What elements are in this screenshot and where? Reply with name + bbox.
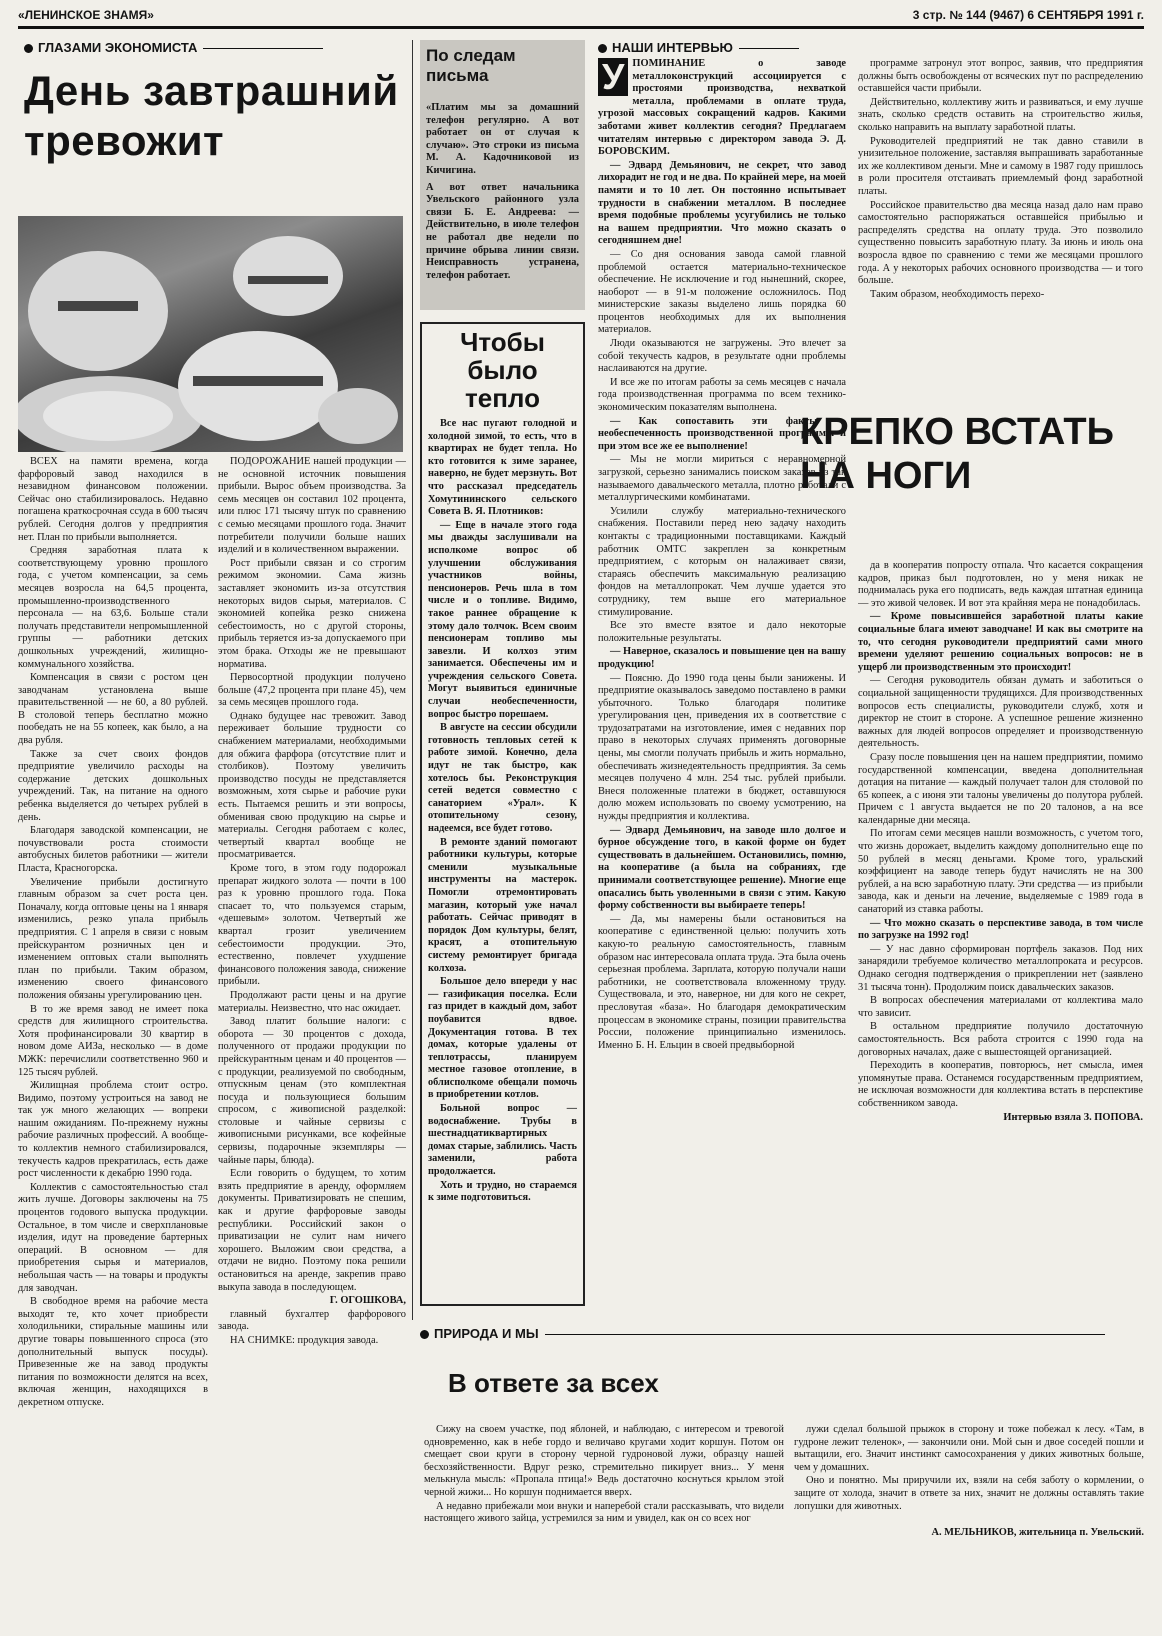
newspaper-header [18,8,1144,29]
paragraph: программе затронул этот вопрос, заявив, что предприятия должны быть освобождены от всяческих пут по распределению оставшейся части прибыли. [858,58,1143,95]
paragraph: лужи сделал большой прыжок в сторону и тоже побежал к лесу. «Там, в гудроне лежит теленок», — закончили они. Мой сын и двое соседей пошли и вытащили, его. Значит инстинкт самосохранения у диких животных больше, чем у домашних. [794,1424,1144,1473]
article1-column-2 [218,456,406,1636]
rubric-economist: ГЛАЗАМИ ЭКОНОМИСТА [24,40,404,55]
author-signature: Г. ОГОШКОВА, [329,1295,406,1307]
paragraph: Российское правительство два месяца назад дало нам право самостоятельно распоряжаться оставшейся прибылью и распределять средства на оплату труда. Это позволило существенно повысить заработную плату. За июнь и июль она возросла вдвое по сравнению с теми же месяцами прошлого года. А у некоторых рабочих основного производства — и того больше. [858,199,1143,287]
paragraph: В ремонте зданий помогают работники культуры, которые сменили музыкальные инструменты на мастерок. Помогли отремонтировать магазин, который уже начал работать. Сейчас приводят в порядок Дом культуры, белят, красят, а отопительную систему ремонтирует бригада колхоза. [428,836,577,974]
interview-column-2-bottom [858,560,1143,1320]
warm-title: Чтобы было тепло [460,327,545,413]
nature-signature: А. МЕЛЬНИКОВ, жительница п. Увельский. [931,1527,1144,1539]
rubric-nature: ПРИРОДА И МЫ [420,1326,1145,1341]
interview-intro: ПОМИНАНИЕ о заводе металлоконструкций ассоциируется с простоями производства, нехваткой металла, проблемами в оплате труда, угрозой массовых сокращений кадров. Какими заботами живет коллектив сегодня? Предлагаем читателям интервью с директором завода Э. Д. БОРОВСКИМ. [598,58,846,158]
paragraph: — Эдвард Демьянович, не секрет, что завод лихорадит не год и не два. По крайней мере, на моей памяти и то 10 лет. Он постоянно испытывает трудности в снабжении металлом. В последнее время подобные проблемы усугубились не только на вашем предприятии. Что можно сказать о сегодняшнем дне! [598,159,846,247]
letter-quote: «Платим мы за домашний телефон регулярно. А вот работает он от случая к случаю». Это строки из письма М. А. Кадочниковой из Кичигина. [426,102,579,176]
paragraph: И все же по итогам работы за семь месяцев с начала года производственная программа по всем технико-экономическим показателям выполнена. [598,376,846,414]
paragraph: Таким образом, необходимость перехо- [870,288,1045,300]
paragraph: Действительно, коллективу жить и развиваться, и ему лучше знать, сколько средств оставить на строительство жилья, сколько направить на выплату заработной платы. [858,96,1143,133]
article-title-economist: День завтрашний тревожит [24,67,399,164]
paragraph: — Со дня основания завода самой главной проблемой остается материально-техническое обеспечение. Не исключение и год нынешний, скорее, наоборот — в 91-м положение осложнилось. Под министерские заказы выделено лишь порядка 60 процентов необходимых для их выполнения материалов. [598,248,846,336]
porcelain-photo [18,216,403,452]
paragraph: Все это вместе взятое и дало некоторые положительные результаты. [598,620,846,644]
paragraph: Больной вопрос — водоснабжение. Трубы в шестнадцатиквартирных домах старые, заблились. Часть заменили, работа продолжается. [428,1103,577,1178]
paragraph: — У нас давно сформирован портфель заказов. Под них занарядили требуемое количество металлопроката и ресурсов. Однако сегодня подтверждения о прикреплении нет (заявлено 31 тысяча тонн). Продолжим поиск давальческих заказов. [858,943,1143,993]
paragraph: По итогам семи месяцев нашли возможность, с учетом того, что жизнь дорожает, выделить каждому дополнительно еще по 50 рублей в месяц деньгами. Кроме того, уральский коэффициент на заводе теперь будут начислять не на 300 рублей, а на всю заработную плату. Эти средства — из прибыли завода, как и деньги на лечение, выделяемые с 1989 года в санаторий из ставка работы. [858,828,1143,916]
interview-column-2-top [858,58,1143,398]
issue-info: 3 стр. № 144 (9467) 6 СЕНТЯБРЯ 1991 г. [912,8,1144,22]
paragraph: Все нас пугают голодной и холодной зимой, то есть, что в квартирах не будет тепла. Но кто готовится к зиме заранее, наверно, не будет мерзнуть. Вот что рассказал председатель Хомутининского сельского Совета В. Я. Плотников: [428,418,577,518]
paragraph: Жилищная проблема стоит остро. Видимо, поэтому устроиться на завод не так уж много желающих — вопреки нашим ожиданиям. По-прежнему нужны рабочие различных профессий. А вообще-то коллектив немного стабилизировался, текучесть кадров прекратилась, есть даже рост численности к декабрю 1990 года. [18,1080,208,1180]
paragraph: — Наверное, сказалось и повышение цен на вашу продукцию! [598,646,846,670]
nature-title: В ответе за всех [448,1368,659,1398]
paragraph: А недавно прибежали мои внуки и наперебой стали рассказывать, что видели настоящего живого зайца, устремился за ним и увидел, как он со всех ног [424,1500,784,1525]
paragraph: В то же время завод не имеет пока средств для жилищного строительства. Хотя профинансировали 30 квартир в новом доме АИЗа, несколько — в доме МЖК: перечислили соответственно 960 и 125 тысяч рублей. [18,1003,208,1078]
newspaper-name: «ЛЕНИНСКОЕ ЗНАМЯ» [18,8,154,22]
paragraph: — Кроме повысившейся заработной платы какие социальные блага имеют заводчане! И как вы смотрите на то, что сегодня руководители предприятий сами много времени уделяют решению социальных вопросов: не в ущерб ли производственным это происходит! [858,611,1143,673]
paragraph: — Мы не могли мириться с неравномерной загрузкой, серьезно занимались поиском заказов из так называемого давальческого металла, плотно работали с металлургическими комбинатами. [598,454,846,504]
warm-box [420,322,585,1306]
paragraph: да в кооператив попросту отпала. Что касается сокращения кадров, приказ был подготовлен, но у меня никак не поднималась рука его подписать, ведь каждая штатная единица — это живой человек. И вот эта крайняя мера не понадобилась. [858,560,1143,609]
paragraph: Завод платит большие налоги: с оборота — 30 процентов с дохода, полученного от продажи продукции по прейскурантным ценам и 40 процентов — с продукции, реализуемой по свободным, отпускным ценам (это комплектная посуда и пользующиеся большим спросом, с живописной разделкой: столовые и чайные сервизы с живописными рисунками, все кофейные сервизы, подарочные экземпляры — чайные пары, блюда). [218,1016,406,1166]
paragraph: ПОДОРОЖАНИЕ нашей продукции — не основной источник повышения прибыли. Вырос объем производства. За семь месяцев он составил 102 процента, или плюс 171 тысячу штук по сравнению с семью месяцами прошлого года. Значит потребители получили больше наших изделий и в количественном выражении. [218,456,406,556]
paragraph: Первосортной продукции получено больше (47,2 процента при плане 45), чем за семь месяцев прошлого года. [218,672,406,709]
paragraph: Оно и понятно. Мы приручили их, взяли на себя заботу о кормлении, о защите от холода, значит в ответе за них, значит не должны оставлять такие лопушки для животных. [794,1475,1144,1512]
interview-headline [790,410,1140,498]
paragraph: Увеличение прибыли достигнуто главным образом за счет роста цен. Поначалу, когда оптовые цены на 1 января изменились, резко упала прибыль предприятия. С 1 апреля в связи с новым прейскурантом розничных цен и изменением оптовых стали выполнять план по прибыли. Таким образом, изменению своего финансового положения обязаны урегулированию цен. [18,876,208,1001]
warm-body [428,418,577,1206]
paragraph: Люди оказываются не загружены. Это влечет за собой текучесть кадров, в результате одни проблемы наслаиваются на другие. [598,338,846,375]
nature-column-1 [424,1424,784,1632]
rubric-interview: НАШИ ИНТЕРВЬЮ [598,40,848,55]
paragraph: Средняя заработная плата к соответствующему уровню прошлого года, с учетом компенсации, за семь месяцев возросла на 64,5 процента, промышленно-производственного персонала — на 63,6. Больше стали получать представители непромышленной группы — работники детских дошкольных учреждений, жилищно-коммунального хозяйства. [18,545,208,670]
nature-column-2 [794,1424,1144,1632]
paragraph: Сразу после повышения цен на нашем предприятии, помимо государственной компенсации, введена дополнительная дотация на питание — каждый получает талон для столовой по 65 копеек, а с июня эти талоны увеличены до полутора рублей. Причем с 1 августа выдается не по 20 талонов, а на все календарные дни месяца. [858,751,1143,826]
article1-column-1 [18,456,208,1636]
paragraph: Хоть и трудно, но стараемся к зиме подготовиться. [428,1179,577,1204]
teapot-illustration [18,216,403,452]
paragraph: Однако будущее нас тревожит. Завод переживает большие трудности со снабжением материалами, необходимыми для обжига фарфора (отсутствие плит и столбиков). Поэтому увеличить производство посуды не представляется возможным, хотя сырье и рабочие руки есть. Пытаемся решить и эти вопросы, обменивая свою продукцию на сырье и материалы. Сегодня работаем с колес, четвертый квартал вообще не просматривается. [218,710,406,861]
letter-title: По следам письма [426,46,516,85]
paragraph: — Поясню. До 1990 года цены были занижены. И предприятие оказывалось заведомо поставлено в рамки убыточного. Только благодаря политике урегулирования цен, приведения их в соответствие с трудозатратами на изготовление, имея с недавних пор право в некоторых случаях применять договорные цены, мы смогли получать прибыль и жить нормально, обеспечивать жизнедеятельность предприятия. За семь месяцев получено 4 млн. 254 тыс. рублей прибыли. Внеся положенные платежи в бюджет, оставшуюся долю можем использовать по своему усмотрению, на нужды предприятия и коллектива. [598,672,846,823]
interview-column-1 [598,58,846,1308]
bullet-icon [24,44,33,53]
paragraph: В августе на сессии обсудили готовность тепловых сетей к работе зимой. Конечно, дела идут не так быстро, как хотелось бы. Реконструкция сетей ведется совместно с санаторием «Урал». К отопительному сезону, надеемся, все будет готово. [428,722,577,834]
letter-box [420,40,585,310]
bullet-icon [598,44,607,53]
paragraph: В свободное время на рабочие места выходят те, кто хочет приобрести холодильники, стиральные машины или другие товары повышенного спроса (это дополнительный выпуск посуды). Привезенные же на завод продукты питания по возможности делятся на всех, включая женщин, находящихся в декретном отпуске. [18,1296,208,1408]
interview-headline-text: КРЕПКО ВСТАТЬ НА НОГИ [800,411,1114,497]
interview-signature: Интервью взяла З. ПОПОВА. [1003,1111,1143,1123]
paragraph: Усилили службу материально-технического снабжения. Поставили перед нею задачу находить контакты с традиционными поставщиками. Каждый работник ОМТС закреплен за конкретным предприятием, с которым он налаживает связи, стараясь обеспечить максимальную реализацию фондов на металлопрокат. Чем лучше удается это сотруднику, тем выше его материальное стимулирование. [598,505,846,618]
paragraph: Коллектив с самостоятельностью стал жить лучше. Договоры заключены на 75 процентов годового выпуска продукции. Остальное, в том числе и сверхплановые изделия, идут на проведение бартерных операций. В основном — для приобретения сырья и материалов, небольшая часть — на товары и продукты для заводчан. [18,1181,208,1294]
paragraph: В вопросах обеспечения материалами от коллектива мало что зависит. [858,995,1143,1019]
bullet-icon [420,1330,429,1339]
paragraph: — Еще в начале этого года мы дважды заслушивали на исполкоме вопрос об улучшении обслуживания участников войны, пенсионеров. Речь шла в том числе и о топливе. Видимо, такое раннее обращение к этому дало толчок. Всем своим пенсионерам топливо мы завезли. И колхоз этим занимается. Обеспечены им и учреждения сельского Совета. Могут выявиться единичные случаи необеспеченности, вопрос быстро порешаем. [428,519,577,720]
paragraph: Руководителей предприятий не так давно ставили в унизительное положение, заставляя выпрашивать заработанные их же коллективом деньги. Мне и самому в 1987 году пришлось в роли просителя отстаивать приемлемый фонд заработной платы. [858,135,1143,197]
paragraph: Если говорить о будущем, то хотим взять предприятие в аренду, оформляем документы. Приватизировать не спешим, как и другие фарфоровые заводы республики. Российский закон о приватизации не сулит нам ничего хорошего. Выложим свои средства, а отдачи не видно. Поэтому пока решили остановиться на аренде, закрепив право выкупа завода в последующем. [218,1168,406,1293]
column-divider [412,40,413,1320]
paragraph: Сижу на своем участке, под яблоней, и наблюдаю, с интересом и тревогой одновременно, как в небе гордо и величаво кругами ходит коршун. Потом он смещает свои круги в сторону черной гудроновой лужи, образцу нашей бесхозяйственности. Вдруг резко, стремительно пикирует вниз... У меня мелькнула мысль: «Пропала птица!» Ведь достаточно коснуться крылом этой черной жижи... Но коршун поднимается вверх. [424,1424,784,1498]
paragraph: Большое дело впереди у нас — газификация поселка. Если газ придет в каждый дом, забот поубавится вдвое. Документация готова. В тех домах, которые удалены от теплотрассы, планируем местное газовое отопление, в облисполкоме обещали помочь в приобретении котлов. [428,976,577,1101]
paragraph: Также за счет своих фондов предприятие увеличило расходы на содержание детских дошкольных учреждений. Так, на питание на одного ребенка выделяется до четырех рублей в день. [18,748,208,823]
paragraph: В остальном предприятие получило достаточную самостоятельность. Вся работа строится с 1990 года на договорных началах, даже с вышестоящей организацией. [858,1021,1143,1058]
paragraph: Переходить в кооператив, повторюсь, нет смысла, имея упомянутые права. Останемся государственным предприятием, не исключая возможности для коллектива встать в перспективе собственником завода. [858,1060,1143,1109]
paragraph: — Сегодня руководитель обязан думать и заботиться о социальной защищенности трудящихся. Для производственных вопросов есть специалисты, руководители служб, хотя и директор не стоит в стороне. А успешное решение жизненно важных для людей вопросов определяет и производственную деятельность. [858,675,1143,750]
paragraph: — Эдвард Демьянович, на заводе шло долгое и бурное обсуждение того, в какой форме он будет существовать в дальнейшем. Остановились, помню, на кооперативе (а была на собраниях, где принимали соответствующее решение). Многие еще опасались быть уволенными в связи с этим. Какую форму собственности вы выбираете теперь! [598,824,846,912]
photo-caption: НА СНИМКЕ: продукция завода. [230,1334,379,1346]
paragraph: — Что можно сказать о перспективе завода, в том числе по загрузке на 1992 год! [858,917,1143,942]
letter-answer: А вот ответ начальника Увельского районного узла связи Б. Е. Андреева: — Действительно, в июле телефон не работал две недели по причине обрыва линии связи. Неисправность устранена, телефон работает. [426,181,579,281]
paragraph: — Да, мы намерены были остановиться на кооперативе с единственной целью: получить хоть какую-то реальную самостоятельность, главным образом нас интересовала оплата труда. Эта была очень серьезная проблема. Зарплата, которую получали наши работники, не соответствовала вложенному труду. Существовала, и это, наверное, ни для кого не секрет, пресловутая «база». Но благодаря демократическим процессам в экономике страны, позиции правительства России, положение принципиально изменилось. Именно Б. Н. Ельцин в своей предвыборной [598,913,846,1051]
paragraph: Рост прибыли связан и со строгим режимом экономии. Сама жизнь заставляет экономить из-за отсутствия некоторых видов сырья, материалов. С экономией копейка резко снижена себестоимость, но с другой стороны, прибыль теряется из-за допускаемого при этом брака. Отходы же не превышают норматива. [218,557,406,670]
paragraph: Продолжают расти цены и на другие материалы. Неизвестно, что нас ожидает. [218,989,406,1014]
paragraph: ВСЕХ на памяти времена, когда фарфоровый завод находился в незавидном финансовом положении. Сейчас оно стабилизировалось. Недавно погашена краткосрочная ссуда в 600 тысяч рублей. Сегодня долгов у предприятия нет. План по прибыли выполняется. [18,456,208,543]
paragraph: — Как сопоставить эти факты — необеспеченность производственной программы и при этом все же ее выполнение! [598,415,846,452]
paragraph: Благодаря заводской компенсации, не почувствовали роста стоимости автобусных билетов работники — жители Пласта, Красногорска. [18,825,208,874]
drop-cap: У [598,58,628,96]
paragraph: Компенсация в связи с ростом цен заводчанам установлена выше правительственной — не 60, а 80 рублей. В столовой теперь бесплатно можно пообедать не на 55 копеек, как было, а на два рубля. [18,672,208,747]
paragraph: Кроме того, в этом году подорожал препарат жидкого золота — почти в 100 раз к уровню прошлого года. Пока спасает то, что пользуемся старым, «дешевым» золотом. Четвертый же квартал грозит увеличением себестоимости продукции. Это, естественно, повлечет ухудшение финансового положения завода, снижение прибыли. [218,863,406,988]
author-role: главный бухгалтер фарфорового завода. [218,1308,406,1333]
